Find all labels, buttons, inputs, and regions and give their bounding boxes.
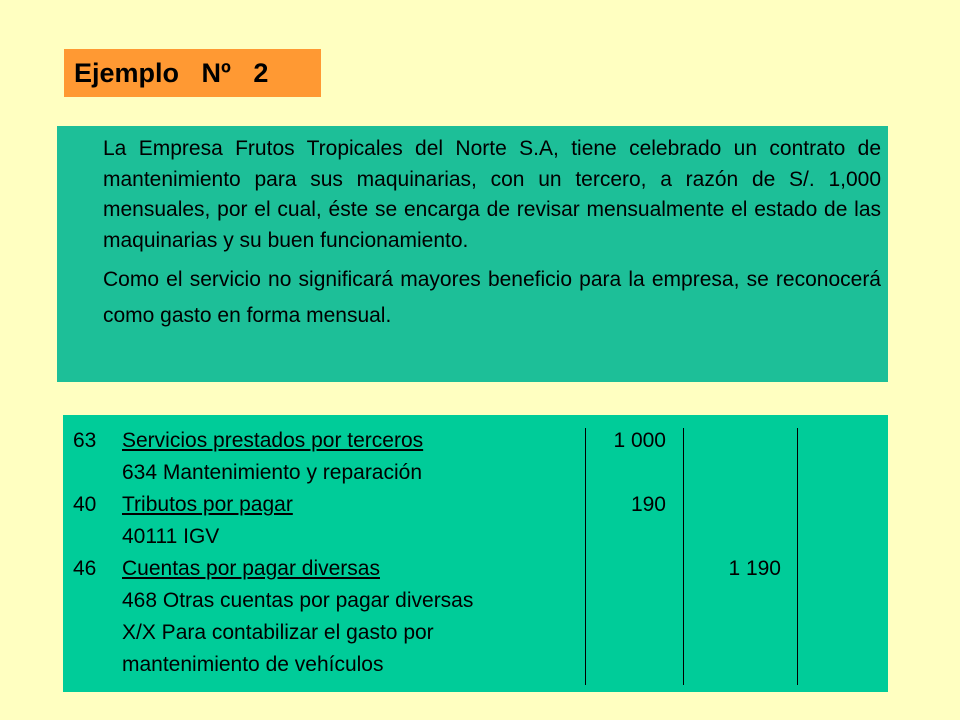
entry-row	[63, 425, 888, 457]
credit-amount: 1 190	[728, 557, 781, 580]
sub-account: 40111 IGV	[122, 525, 220, 548]
debit-amount: 1 000	[613, 429, 666, 452]
description-paragraph-1: La Empresa Frutos Tropicales del Norte S.A, tiene celebrado un contrato de mantenimiento para sus maquinarias, con un tercero, a razón de S/. 1,000 mensuales, por el cual, éste se encarga de revisar mensualmente el estado de las maquinarias y su buen funcionamiento.	[103, 137, 881, 252]
example-title: Ejemplo Nº 2	[64, 49, 321, 97]
debit-amount: 190	[630, 493, 666, 516]
entry-row	[63, 585, 888, 617]
account-code: 46	[73, 557, 97, 580]
entry-row	[63, 649, 888, 681]
entry-gloss: X/X Para contabilizar el gasto por	[122, 621, 434, 644]
description-panel	[57, 126, 888, 382]
entry-row	[63, 489, 888, 521]
account-code: 40	[73, 493, 97, 516]
entry-gloss: mantenimiento de vehículos	[122, 653, 384, 676]
sub-account: 468 Otras cuentas por pagar diversas	[122, 589, 474, 612]
account-name: Cuentas por pagar diversas	[122, 557, 380, 580]
journal-entry-panel	[63, 415, 888, 692]
sub-account: 634 Mantenimiento y reparación	[122, 461, 423, 484]
entry-row	[63, 617, 888, 649]
entry-row	[63, 457, 888, 489]
entry-row	[63, 521, 888, 553]
account-name: Servicios prestados por terceros	[122, 429, 424, 452]
description-paragraph-2: Como el servicio no significará mayores beneficio para la empresa, se reconocerá como gasto en forma mensual.	[103, 268, 881, 327]
account-name: Tributos por pagar	[122, 493, 293, 516]
account-code: 63	[73, 429, 97, 452]
entry-row	[63, 553, 888, 585]
